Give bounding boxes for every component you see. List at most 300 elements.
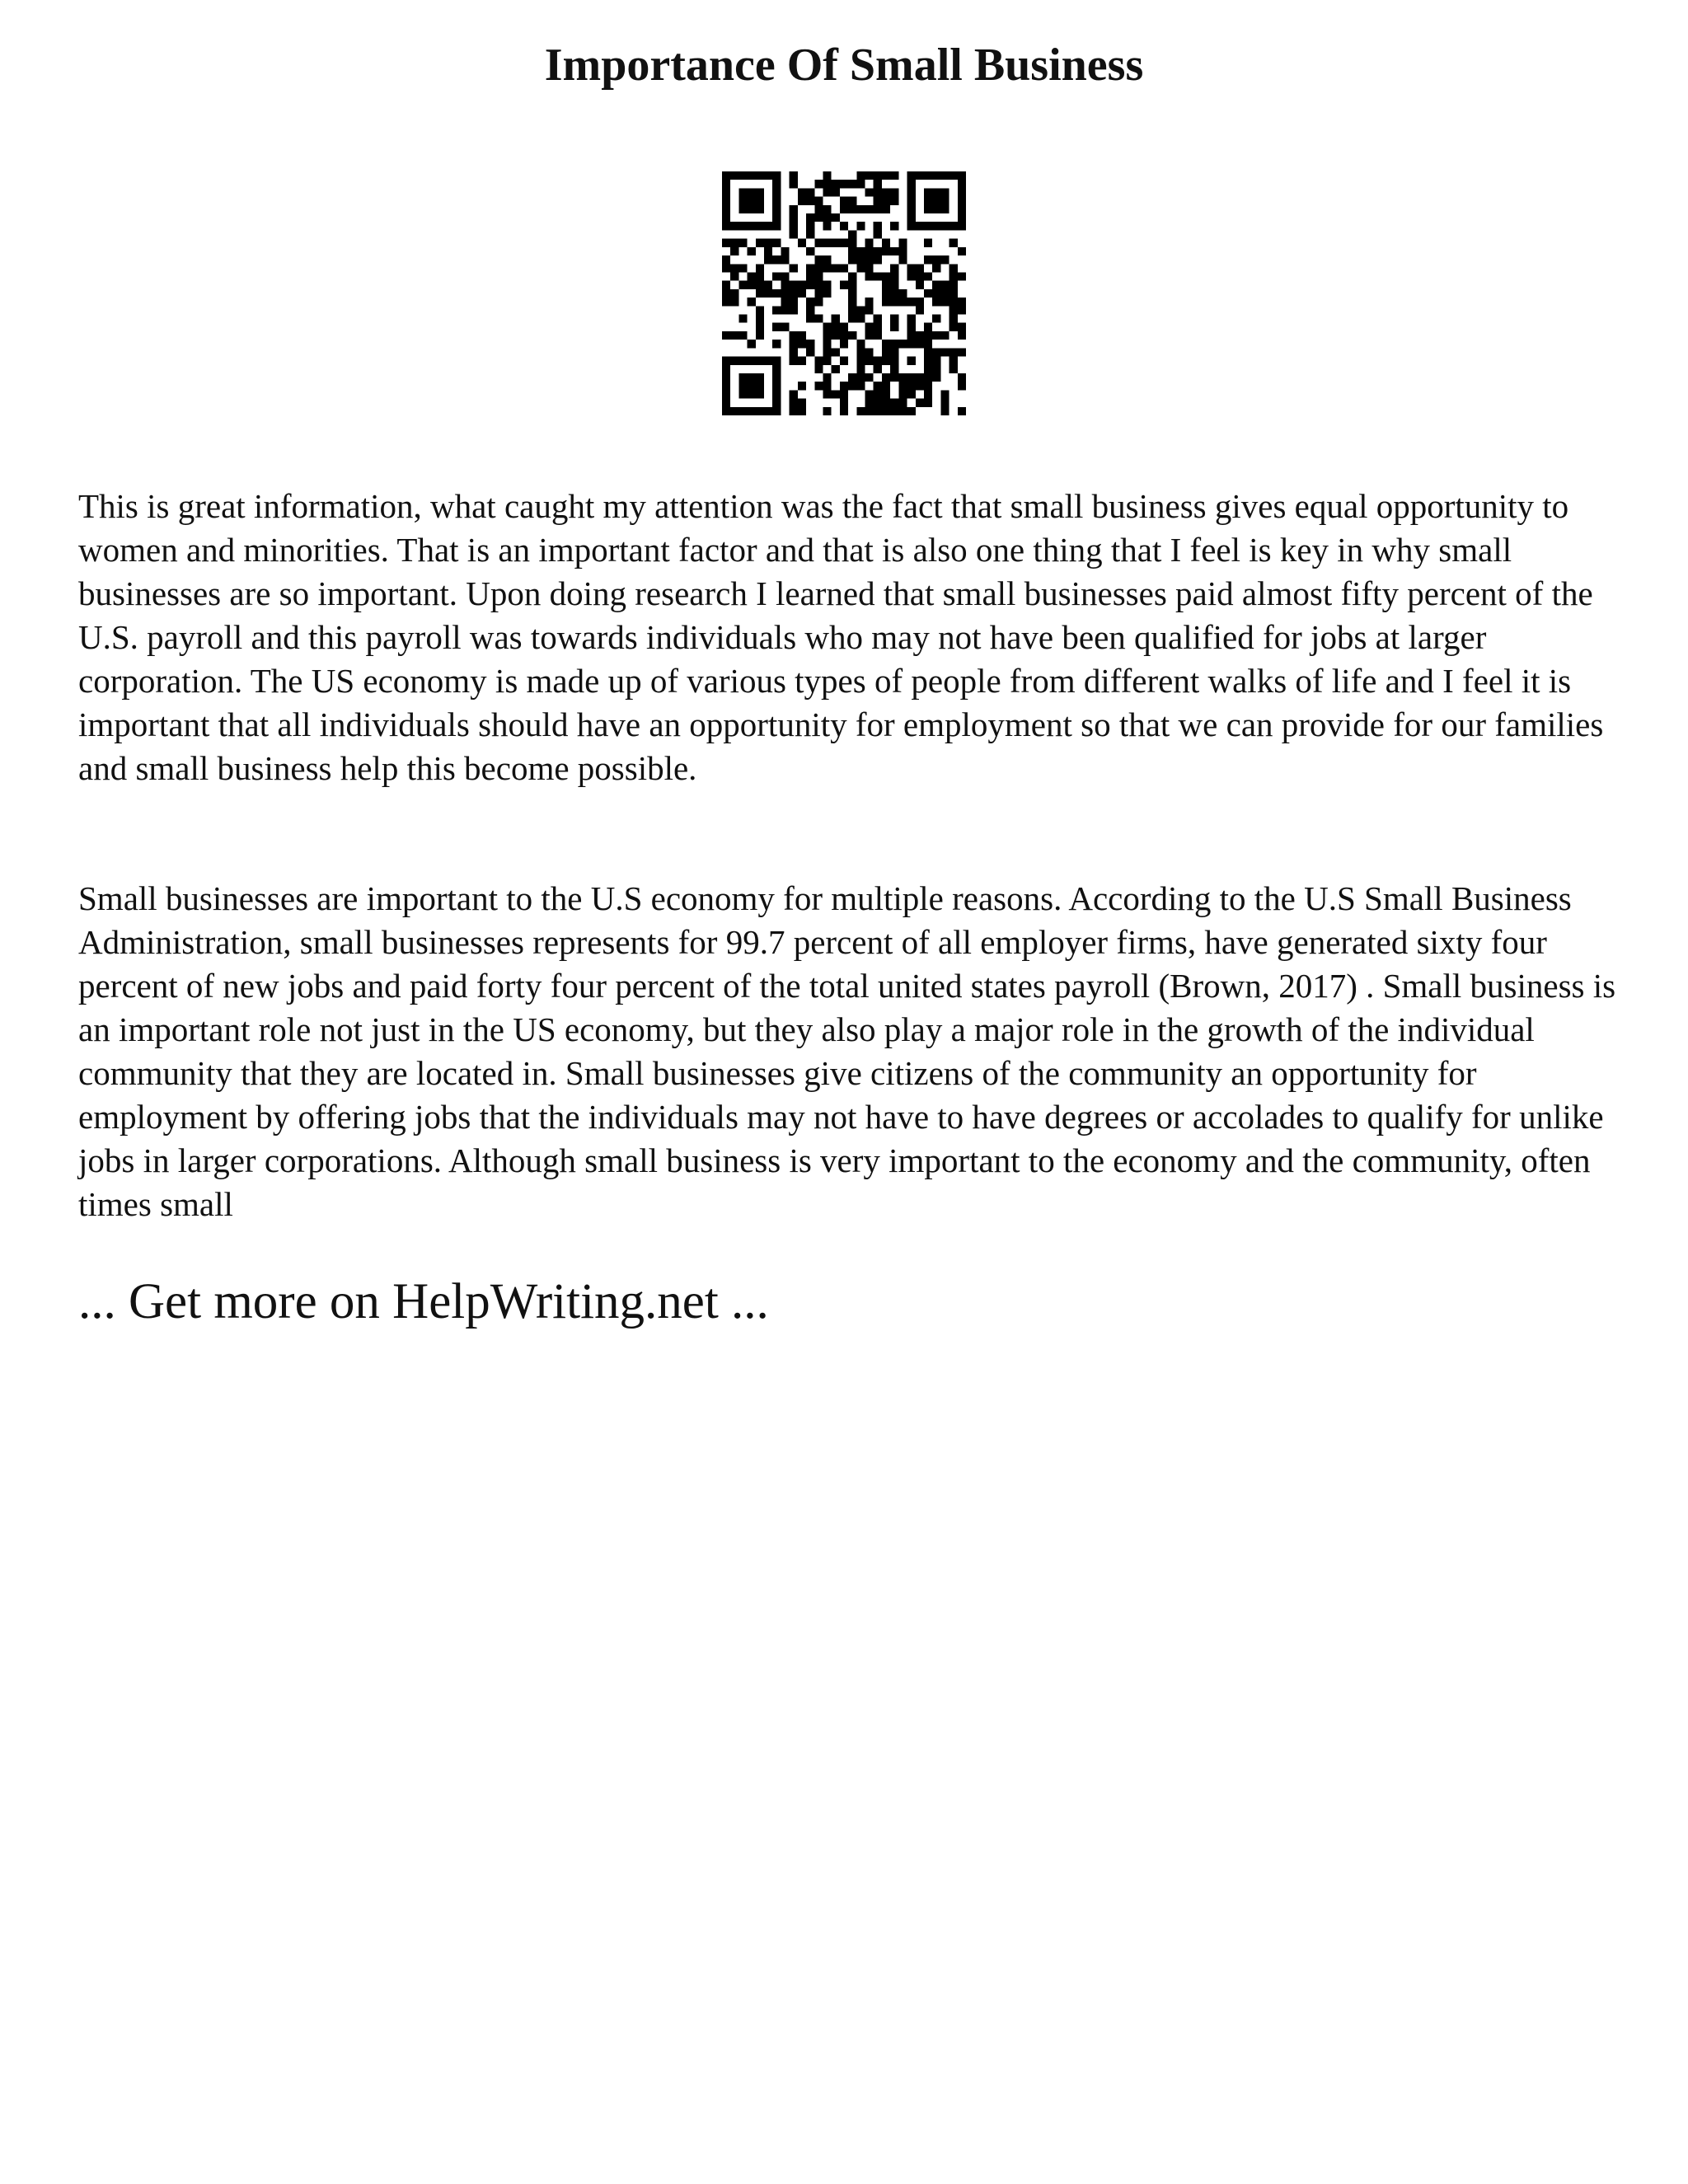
qr-module <box>907 188 916 196</box>
qr-module <box>772 180 781 188</box>
qr-module <box>722 205 730 213</box>
qr-module <box>823 373 831 382</box>
qr-module <box>814 180 823 188</box>
qr-module <box>814 272 823 280</box>
qr-module <box>806 340 814 348</box>
qr-module <box>823 188 831 196</box>
qr-module <box>756 281 764 289</box>
qr-module <box>848 373 856 382</box>
qr-module <box>764 222 772 230</box>
paragraph-1: This is great information, what caught my attention was the fact that small business gives equal opportunity to women and minorities. That is an important factor and that is also one thing that I feel is key in why small businesses are so important. Upon doing research I learned that small businesses paid almost fifty percent of the U.S. payroll and this payroll was towards individuals who may not have been qualified for jobs at larger corporation. The US economy is made up of various types of people from different walks of life and I feel it is important that all individuals should have an opportunity for employment so that we can provide for our families and small business help this become possible. <box>78 487 1604 787</box>
qr-module <box>722 289 730 298</box>
qr-module <box>865 298 874 306</box>
qr-module <box>865 331 874 340</box>
qr-module <box>823 264 831 272</box>
qr-module <box>890 340 898 348</box>
qr-module <box>940 205 949 213</box>
qr-module <box>823 289 831 298</box>
qr-module <box>798 382 806 390</box>
qr-module <box>924 323 932 331</box>
qr-module <box>907 171 916 180</box>
qr-module <box>764 171 772 180</box>
qr-module <box>748 281 756 289</box>
qr-module <box>814 255 823 264</box>
qr-module <box>882 407 890 415</box>
qr-module <box>848 239 856 247</box>
page-title: Importance Of Small Business <box>544 40 1144 91</box>
qr-module <box>840 205 848 213</box>
qr-module <box>950 315 958 323</box>
qr-module <box>790 230 798 238</box>
qr-module <box>790 171 798 180</box>
qr-module <box>856 205 865 213</box>
qr-module <box>916 222 924 230</box>
qr-module <box>950 306 958 314</box>
qr-module <box>814 281 823 289</box>
qr-module <box>772 188 781 196</box>
qr-module <box>823 357 831 365</box>
qr-module <box>823 281 831 289</box>
qr-module <box>756 306 764 314</box>
qr-module <box>865 239 874 247</box>
qr-module <box>865 407 874 415</box>
qr-module <box>898 390 907 398</box>
qr-module <box>756 264 764 272</box>
qr-module <box>756 188 764 196</box>
qr-module <box>848 315 856 323</box>
qr-module <box>798 331 806 340</box>
qr-module <box>890 247 898 255</box>
qr-module <box>907 357 916 365</box>
qr-module <box>890 373 898 382</box>
qr-module <box>874 171 882 180</box>
qr-module <box>874 272 882 280</box>
qr-module <box>756 315 764 323</box>
qr-module <box>781 298 789 306</box>
qr-module <box>790 331 798 340</box>
qr-module <box>738 171 747 180</box>
qr-module <box>722 357 730 365</box>
qr-module <box>806 222 814 230</box>
qr-module <box>958 407 966 415</box>
qr-module <box>950 289 958 298</box>
qr-module <box>940 298 949 306</box>
qr-module <box>882 272 890 280</box>
qr-module <box>748 407 756 415</box>
qr-module <box>848 197 856 205</box>
qr-module <box>882 188 890 196</box>
qr-module <box>907 213 916 222</box>
qr-module <box>722 180 730 188</box>
qr-module <box>865 348 874 356</box>
qr-module <box>890 264 898 272</box>
qr-module <box>916 373 924 382</box>
qr-module <box>790 390 798 398</box>
qr-module <box>738 331 747 340</box>
qr-module <box>781 289 789 298</box>
qr-module <box>882 390 890 398</box>
qr-module <box>882 298 890 306</box>
qr-module <box>932 348 940 356</box>
qr-module <box>823 180 831 188</box>
qr-module <box>738 197 747 205</box>
qr-module <box>874 230 882 238</box>
qr-module <box>932 205 940 213</box>
qr-module <box>823 255 831 264</box>
qr-module <box>823 239 831 247</box>
qr-module <box>772 306 781 314</box>
qr-module <box>748 188 756 196</box>
qr-module <box>940 197 949 205</box>
qr-module <box>874 247 882 255</box>
qr-module <box>730 289 738 298</box>
qr-module <box>916 306 924 314</box>
qr-module <box>790 289 798 298</box>
qr-module <box>756 390 764 398</box>
qr-module <box>958 348 966 356</box>
qr-module <box>832 365 840 373</box>
qr-module <box>722 255 730 264</box>
qr-module <box>840 340 848 348</box>
qr-module <box>823 407 831 415</box>
qr-module <box>798 188 806 196</box>
qr-module <box>907 315 916 323</box>
qr-module <box>940 171 949 180</box>
qr-module <box>958 272 966 280</box>
qr-module <box>748 197 756 205</box>
qr-module <box>722 331 730 340</box>
qr-module <box>958 298 966 306</box>
qr-module <box>764 247 772 255</box>
qr-module <box>814 239 823 247</box>
qr-module <box>856 348 865 356</box>
qr-module <box>722 222 730 230</box>
qr-module <box>865 205 874 213</box>
qr-module <box>806 272 814 280</box>
qr-module <box>730 239 738 247</box>
qr-module <box>950 281 958 289</box>
qr-module <box>907 323 916 331</box>
qr-module <box>730 264 738 272</box>
qr-module <box>738 390 747 398</box>
qr-module <box>738 281 747 289</box>
qr-module <box>790 213 798 222</box>
qr-module <box>958 180 966 188</box>
qr-module <box>823 390 831 398</box>
qr-module <box>940 222 949 230</box>
qr-module <box>823 331 831 340</box>
qr-module <box>882 382 890 390</box>
qr-module <box>958 205 966 213</box>
qr-module <box>814 365 823 373</box>
qr-module <box>806 213 814 222</box>
qr-module <box>756 289 764 298</box>
qr-module <box>748 272 756 280</box>
qr-module <box>874 382 882 390</box>
qr-module <box>772 222 781 230</box>
qr-module <box>722 407 730 415</box>
qr-module <box>756 373 764 382</box>
qr-module <box>722 365 730 373</box>
qr-module <box>856 306 865 314</box>
qr-module <box>798 197 806 205</box>
qr-module <box>832 390 840 398</box>
qr-module <box>874 222 882 230</box>
qr-module <box>882 289 890 298</box>
qr-module <box>890 399 898 407</box>
qr-module <box>924 205 932 213</box>
qr-module <box>772 357 781 365</box>
qr-module <box>882 340 890 348</box>
qr-module <box>940 399 949 407</box>
qr-module <box>856 340 865 348</box>
qr-module <box>874 188 882 196</box>
qr-module <box>856 365 865 373</box>
qr-module <box>907 373 916 382</box>
qr-module <box>907 197 916 205</box>
qr-module <box>748 222 756 230</box>
qr-module <box>823 323 831 331</box>
qr-module <box>790 407 798 415</box>
qr-module <box>832 323 840 331</box>
qr-module <box>907 222 916 230</box>
qr-module <box>764 289 772 298</box>
qr-module <box>865 264 874 272</box>
qr-module <box>772 399 781 407</box>
qr-module <box>856 357 865 365</box>
qr-module <box>748 357 756 365</box>
qr-module <box>840 357 848 365</box>
qr-module <box>940 331 949 340</box>
qr-module <box>738 264 747 272</box>
qr-module <box>781 281 789 289</box>
qr-module <box>856 171 865 180</box>
qr-module <box>722 382 730 390</box>
qr-module <box>772 390 781 398</box>
qr-module <box>764 357 772 365</box>
qr-module <box>932 289 940 298</box>
qr-module <box>806 306 814 314</box>
qr-module <box>840 407 848 415</box>
qr-module <box>924 373 932 382</box>
qr-module <box>940 188 949 196</box>
qr-module <box>722 213 730 222</box>
qr-module <box>907 298 916 306</box>
qr-module <box>950 365 958 373</box>
qr-module <box>958 222 966 230</box>
qr-module <box>840 264 848 272</box>
qr-module <box>722 197 730 205</box>
qr-module <box>932 264 940 272</box>
qr-module <box>730 222 738 230</box>
qr-module <box>958 197 966 205</box>
qr-module <box>848 382 856 390</box>
qr-module <box>874 365 882 373</box>
qr-module <box>772 365 781 373</box>
qr-module <box>940 281 949 289</box>
qr-module <box>882 281 890 289</box>
qr-module <box>756 205 764 213</box>
qr-module <box>865 272 874 280</box>
qr-module <box>764 407 772 415</box>
qr-module <box>890 281 898 289</box>
qr-module <box>756 331 764 340</box>
qr-module <box>924 171 932 180</box>
qr-module <box>772 272 781 280</box>
qr-module <box>848 331 856 340</box>
qr-module <box>898 407 907 415</box>
qr-module <box>898 399 907 407</box>
qr-module <box>874 255 882 264</box>
qr-module <box>916 382 924 390</box>
qr-module <box>907 407 916 415</box>
qr-module <box>756 171 764 180</box>
qr-module <box>756 222 764 230</box>
qr-module <box>722 188 730 196</box>
qr-module <box>924 340 932 348</box>
qr-module <box>730 298 738 306</box>
qr-module <box>738 382 747 390</box>
qr-module <box>781 255 789 264</box>
qr-module <box>764 281 772 289</box>
qr-module <box>890 323 898 331</box>
qr-module <box>890 315 898 323</box>
qr-module <box>907 264 916 272</box>
qr-module <box>814 205 823 213</box>
qr-module <box>848 247 856 255</box>
qr-module <box>738 188 747 196</box>
qr-module <box>907 390 916 398</box>
qr-module <box>814 289 823 298</box>
qr-module <box>730 247 738 255</box>
qr-module <box>882 348 890 356</box>
qr-module <box>798 357 806 365</box>
qr-module <box>924 239 932 247</box>
qr-module <box>916 264 924 272</box>
qr-module <box>730 331 738 340</box>
qr-module <box>823 340 831 348</box>
qr-module <box>882 171 890 180</box>
qr-module <box>814 264 823 272</box>
qr-module <box>916 171 924 180</box>
qr-module <box>932 298 940 306</box>
qr-module <box>890 222 898 230</box>
qr-module <box>848 298 856 306</box>
qr-module <box>932 197 940 205</box>
qr-module <box>856 264 865 272</box>
qr-module <box>950 298 958 306</box>
qr-module <box>932 373 940 382</box>
qr-module <box>856 407 865 415</box>
qr-module <box>890 357 898 365</box>
qr-module <box>924 365 932 373</box>
qr-module <box>806 281 814 289</box>
qr-module <box>950 222 958 230</box>
qr-module <box>874 357 882 365</box>
qr-module <box>798 289 806 298</box>
qr-module <box>756 197 764 205</box>
qr-module <box>772 171 781 180</box>
qr-module <box>865 357 874 365</box>
qr-module <box>806 348 814 356</box>
qr-module <box>840 399 848 407</box>
qr-module <box>916 281 924 289</box>
qr-module <box>790 340 798 348</box>
qr-module <box>958 213 966 222</box>
qr-module <box>874 399 882 407</box>
qr-module <box>890 348 898 356</box>
qr-module <box>798 340 806 348</box>
qr-module <box>924 331 932 340</box>
qr-module <box>865 373 874 382</box>
qr-module <box>806 315 814 323</box>
qr-module <box>748 247 756 255</box>
qr-module <box>772 373 781 382</box>
qr-module <box>882 373 890 382</box>
qr-code-icon <box>722 171 966 415</box>
qr-module <box>832 188 840 196</box>
qr-module <box>798 281 806 289</box>
qr-module <box>823 382 831 390</box>
qr-module <box>882 205 890 213</box>
qr-module <box>790 348 798 356</box>
qr-module <box>932 188 940 196</box>
qr-module <box>806 188 814 196</box>
qr-module <box>898 373 907 382</box>
qr-module <box>722 239 730 247</box>
qr-module <box>823 348 831 356</box>
qr-module <box>738 239 747 247</box>
qr-module <box>814 315 823 323</box>
qr-module <box>806 247 814 255</box>
qr-module <box>722 171 730 180</box>
get-more-link[interactable]: ... Get more on HelpWriting.net ... <box>78 1274 769 1329</box>
qr-module <box>907 272 916 280</box>
qr-module <box>924 348 932 356</box>
qr-module <box>932 171 940 180</box>
qr-module <box>790 357 798 365</box>
qr-module <box>832 331 840 340</box>
qr-module <box>932 357 940 365</box>
qr-module <box>865 390 874 398</box>
qr-module <box>738 407 747 415</box>
qr-module <box>924 289 932 298</box>
qr-module <box>772 407 781 415</box>
qr-module <box>730 272 738 280</box>
qr-module <box>874 197 882 205</box>
qr-module <box>722 281 730 289</box>
qr-module <box>781 247 789 255</box>
qr-module <box>781 323 789 331</box>
qr-module <box>722 373 730 382</box>
qr-module <box>798 399 806 407</box>
qr-module <box>856 247 865 255</box>
qr-module <box>898 340 907 348</box>
qr-module <box>840 239 848 247</box>
qr-module <box>848 306 856 314</box>
qr-module <box>874 407 882 415</box>
qr-module <box>806 197 814 205</box>
qr-module <box>764 255 772 264</box>
qr-module <box>865 306 874 314</box>
qr-module <box>932 331 940 340</box>
qr-module <box>958 331 966 340</box>
qr-module <box>730 357 738 365</box>
qr-module <box>950 357 958 365</box>
qr-module <box>865 399 874 407</box>
qr-module <box>958 323 966 331</box>
qr-module <box>865 171 874 180</box>
